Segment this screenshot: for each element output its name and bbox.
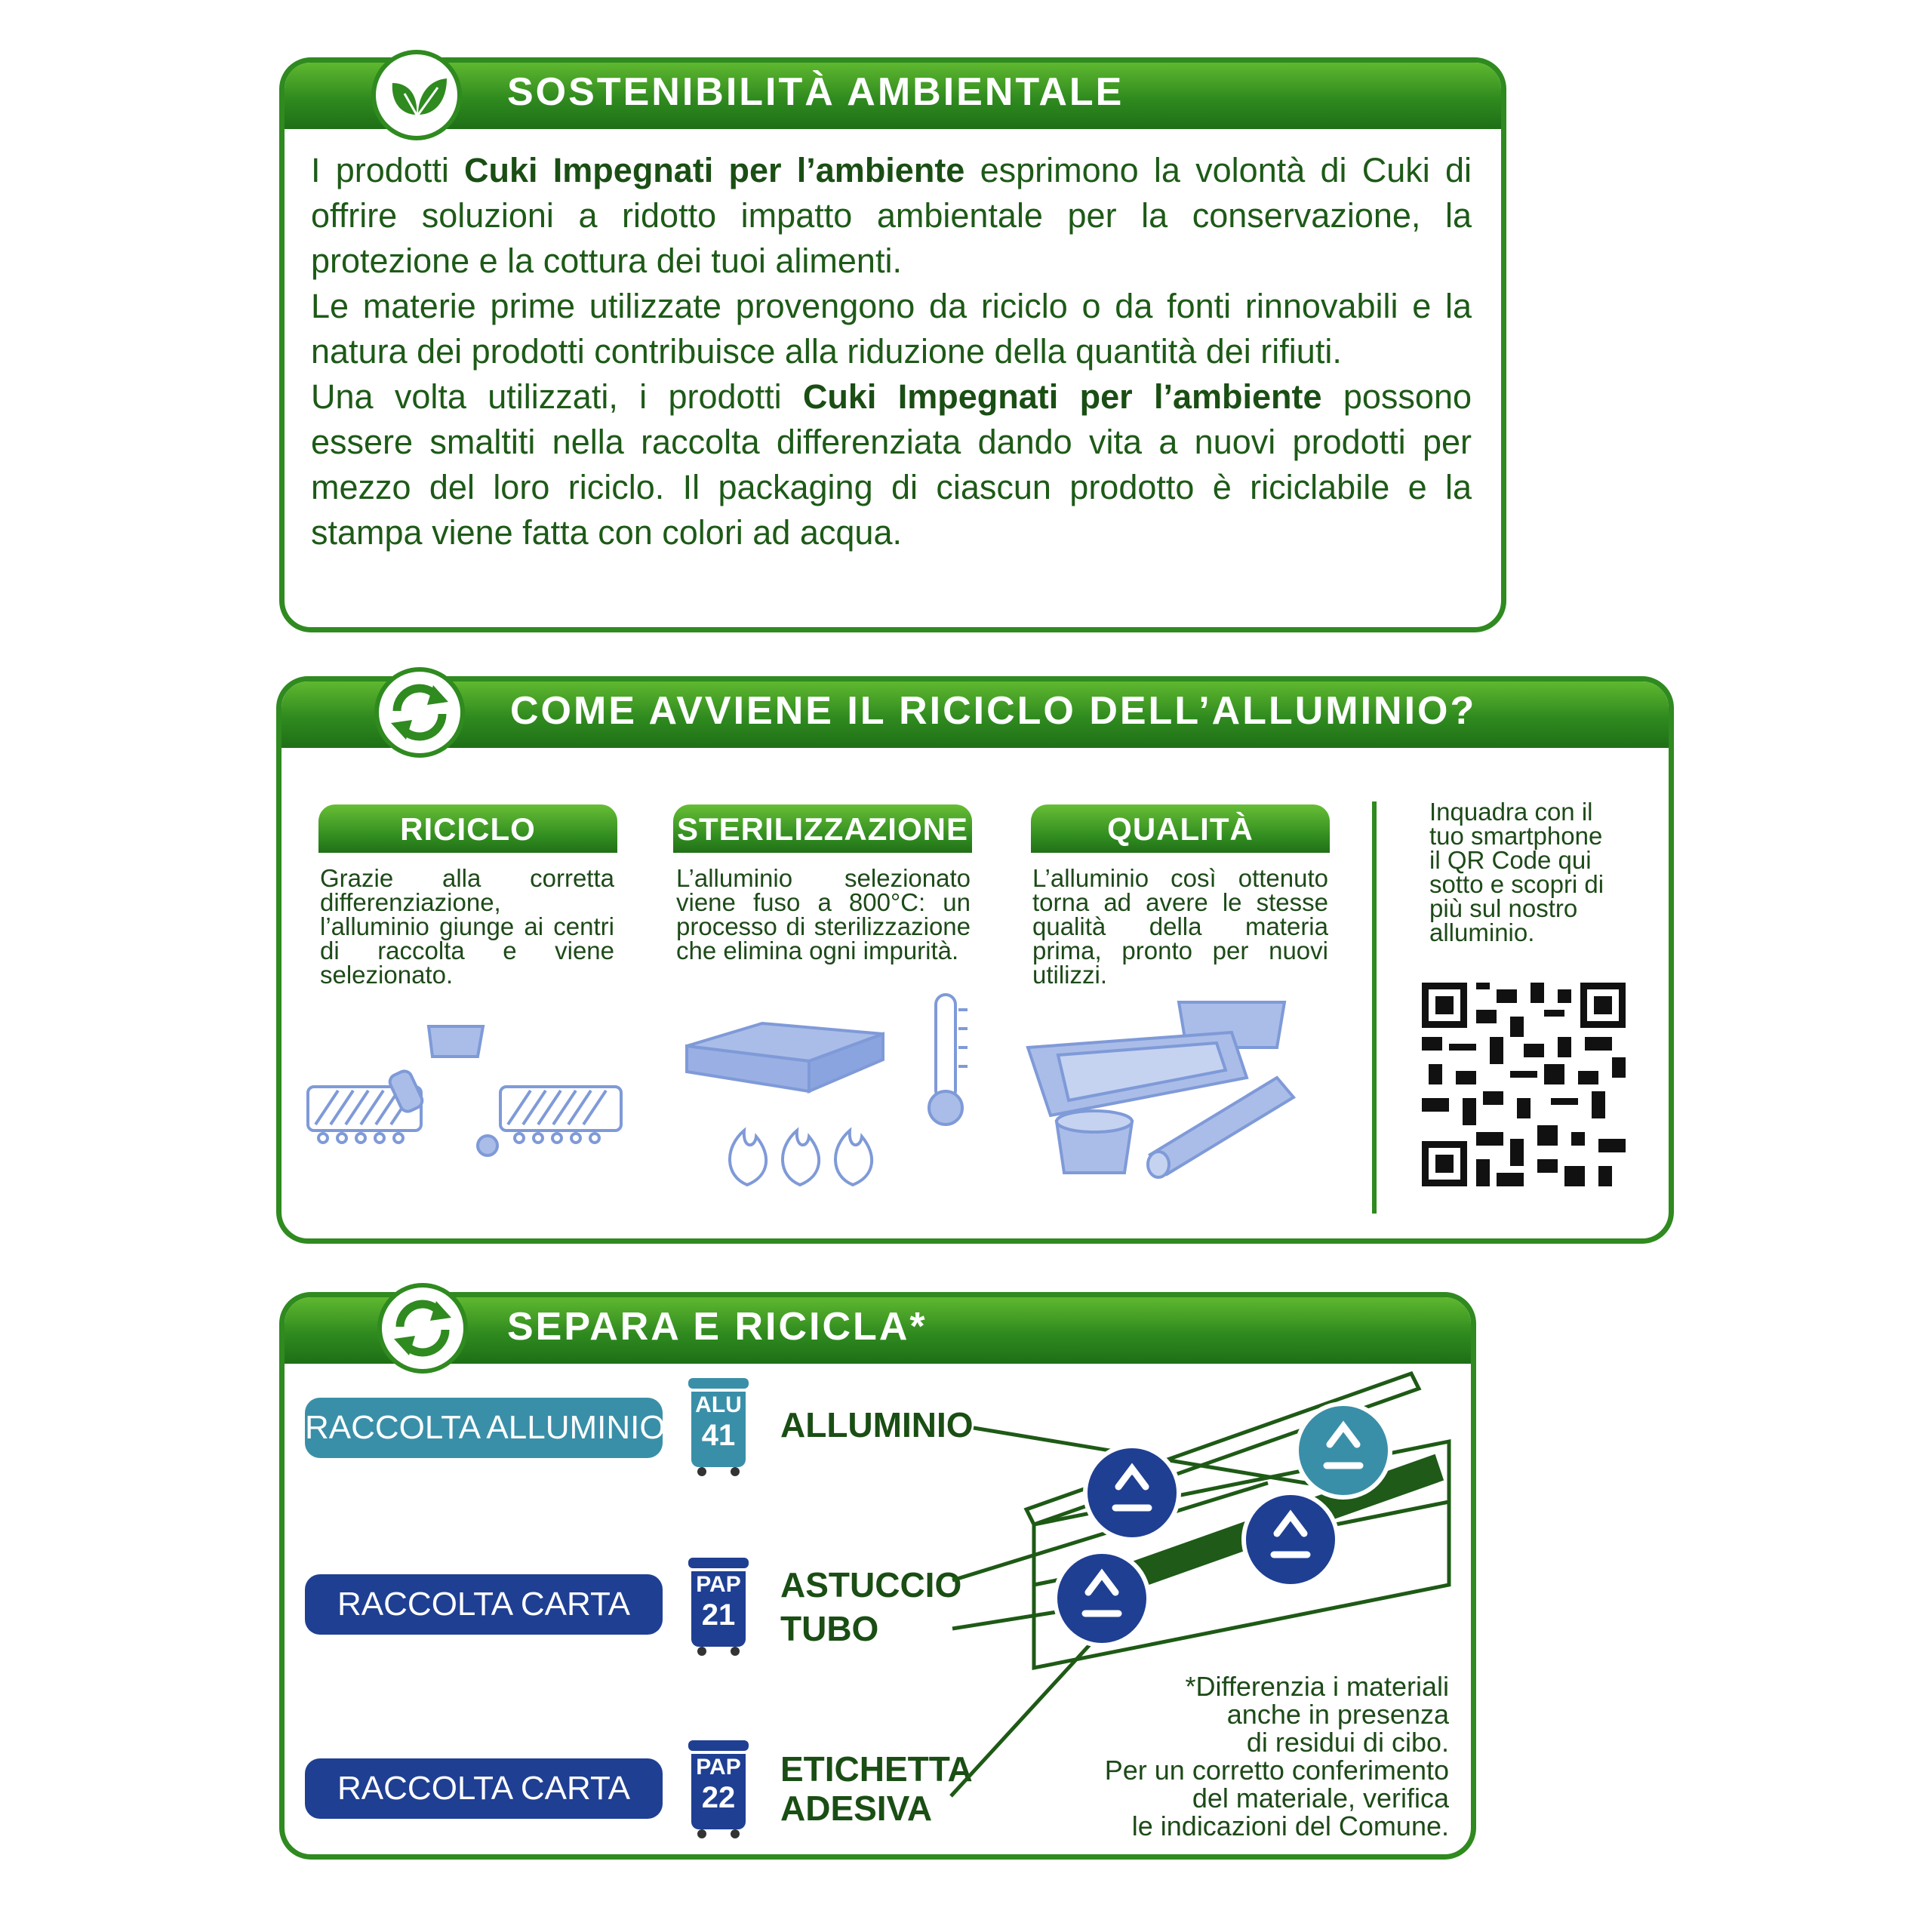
- bin-pap-21-icon: [688, 1558, 749, 1656]
- bin-code-top: PAP: [696, 1755, 741, 1780]
- p1-end: esprimono la volontà di Cuki di offrire soluzioni a ridotto impatto ambientale per la conservazione, la protezione e la cottura dei tuoi alimenti.: [311, 151, 1472, 280]
- label-adhesive-2: ADESIVA: [780, 1789, 933, 1828]
- label-adhesive-1: ETICHETTA: [780, 1749, 973, 1789]
- bin-pap-22-icon: [688, 1740, 749, 1838]
- label-tube: TUBO: [780, 1609, 879, 1648]
- footnote-line: anche in presenza: [1226, 1699, 1449, 1730]
- brand-name: Cuki Impegnati per l’ambiente: [802, 377, 1322, 416]
- sustainability-title: SOSTENIBILITÀ AMBIENTALE: [507, 70, 1124, 114]
- footnote-line: del materiale, verifica: [1192, 1783, 1449, 1814]
- brand-name: Cuki Impegnati per l’ambiente: [464, 151, 965, 189]
- footnote-line: Per un corretto conferimento: [1104, 1755, 1449, 1786]
- bin-alu-41-icon: [688, 1378, 749, 1476]
- bin-code-bottom: 22: [701, 1781, 736, 1814]
- p1-start: I prodotti: [311, 151, 465, 189]
- aluminium-recycling-title: COME AVVIENE IL RICICLO DELL’ALLUMINIO?: [510, 689, 1477, 733]
- conveyor-belt-icon: [308, 1011, 625, 1162]
- footnote-line: di residui di cibo.: [1246, 1727, 1449, 1758]
- step-sterilization-title: STERILIZZAZIONE: [673, 804, 972, 853]
- recycle-arrows-icon: [377, 1283, 468, 1374]
- bin-code-top: PAP: [696, 1572, 741, 1597]
- p2: Le materie prime utilizzate provengono da riciclo o da fonti rinnovabili e la natura dei prodotti contribuisce alla riduzione della quantità dei rifiuti.: [311, 287, 1472, 371]
- step-quality-title: QUALITÀ: [1031, 804, 1330, 853]
- leaf-icon: [371, 50, 462, 140]
- p3-end: possono essere smaltiti nella raccolta differenziata dando vita a nuovi prodotti per mezzo del loro riciclo. Il packaging di ciascun prodotto è riciclabile e la stampa viene fatta con colori ad acqua.: [311, 377, 1472, 552]
- recycle-arrows-icon: [374, 667, 465, 758]
- separate-recycle-title: SEPARA E RICICLA*: [507, 1305, 928, 1349]
- melting-thermometer-icon: [679, 987, 981, 1191]
- bin-code-top: ALU: [695, 1392, 742, 1417]
- qr-divider: [1372, 801, 1377, 1214]
- label-case: ASTUCCIO: [780, 1565, 962, 1604]
- pill-paper-collection: RACCOLTA CARTA: [305, 1574, 663, 1635]
- aluminium-trays-icon: [1020, 995, 1322, 1191]
- step-recycling-text: Grazie alla corretta differenziazione, l’alluminio giunge ai centri di raccolta e viene selezionato.: [320, 864, 614, 989]
- sustainability-text: [311, 148, 1472, 555]
- footnote: [1057, 1672, 1449, 1840]
- step-sterilization-text: L’alluminio selezionato viene fuso a 800°C: un processo di sterilizzazione che elimina ogni impurità.: [676, 864, 971, 964]
- label-aluminium: ALLUMINIO: [780, 1405, 974, 1444]
- step-quality-text: L’alluminio così ottenuto torna ad avere le stesse qualità della materia prima, pronto per nuovi utilizzi.: [1032, 864, 1328, 989]
- pill-paper-collection-label: RACCOLTA CARTA: [305, 1758, 663, 1819]
- qr-code-icon[interactable]: [1422, 983, 1626, 1186]
- step-recycling-title: RICICLO: [318, 804, 617, 853]
- p3-start: Una volta utilizzati, i prodotti: [311, 377, 803, 416]
- bin-code-bottom: 21: [701, 1598, 736, 1632]
- footnote-line: *Differenzia i materiali: [1185, 1671, 1449, 1702]
- qr-instructions: Inquadra con il tuo smartphone il QR Code qui sotto e scopri di più sul nostro alluminio.: [1429, 798, 1604, 946]
- pill-aluminium-collection: RACCOLTA ALLUMINIO: [305, 1398, 663, 1458]
- bin-code-bottom: 41: [701, 1419, 736, 1452]
- footnote-line: le indicazioni del Comune.: [1131, 1810, 1449, 1841]
